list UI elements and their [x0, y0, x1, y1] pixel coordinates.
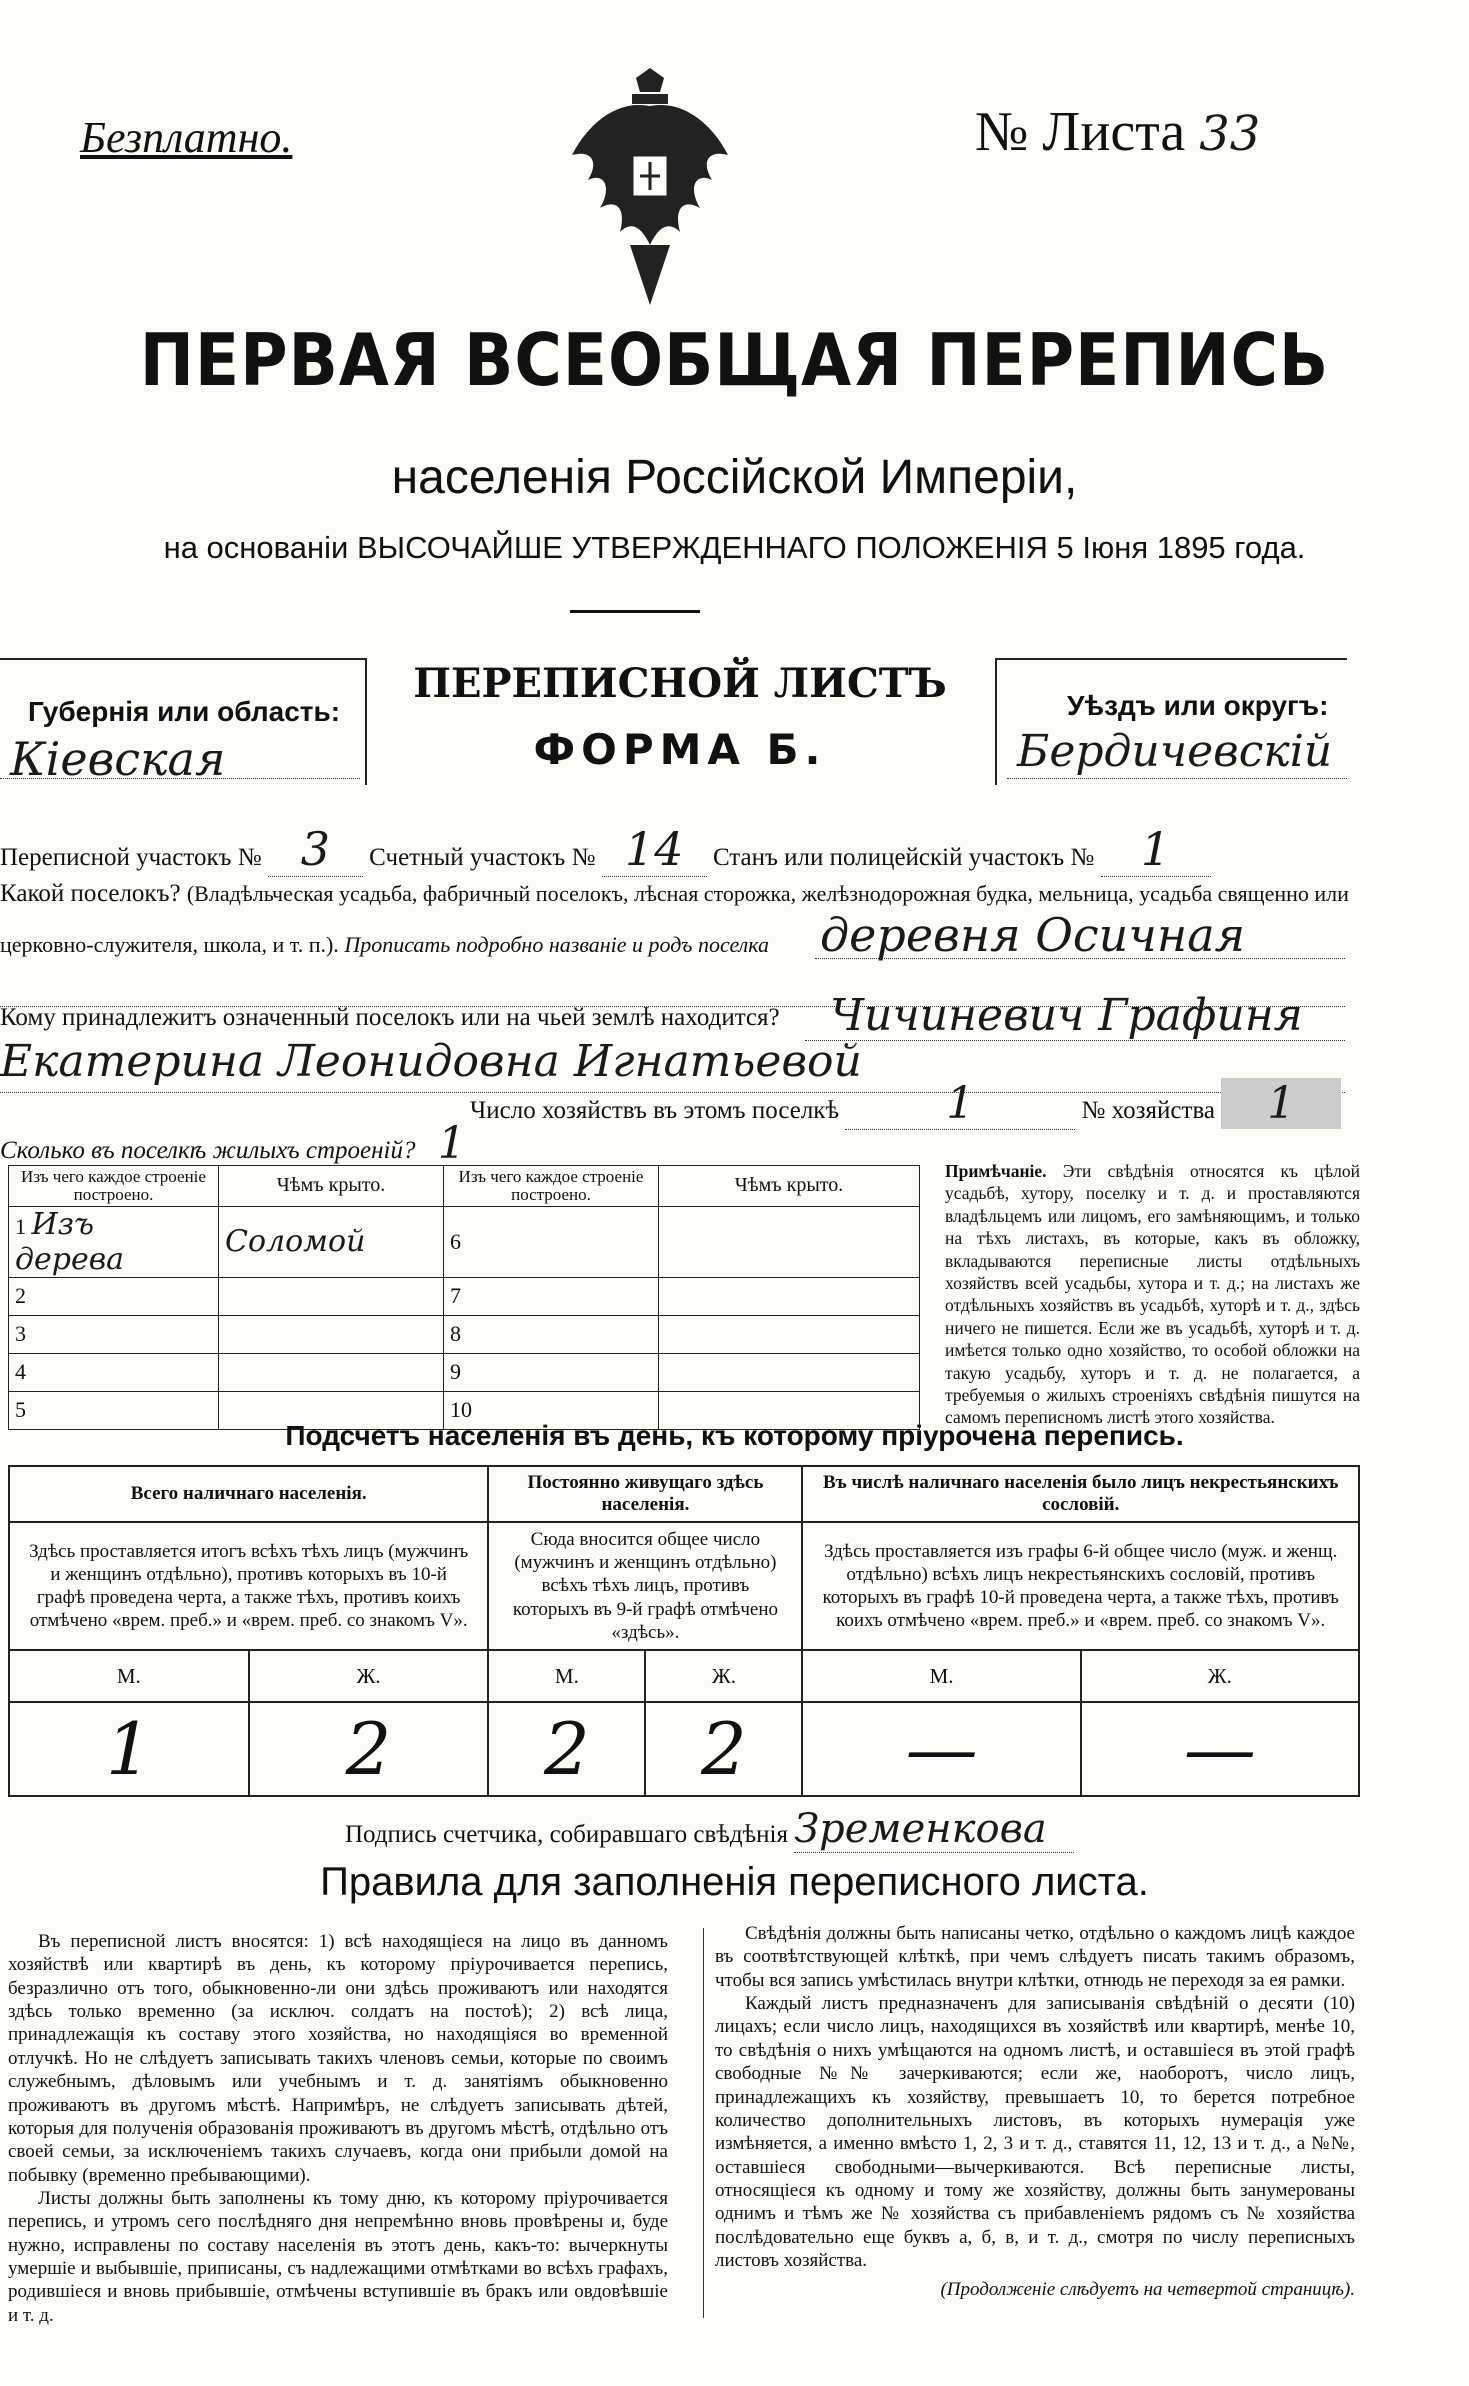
- column-divider: [703, 1928, 704, 2318]
- table-row: [9, 1277, 920, 1315]
- row-number: 2: [15, 1283, 26, 1309]
- col-total-head: Всего наличнаго населенія.: [9, 1466, 488, 1522]
- uezd-value: Бердичевскій: [1017, 726, 1333, 777]
- buildings-table: [8, 1165, 920, 1430]
- stan-value: 1: [1101, 822, 1211, 877]
- col-permanent-desc: Сюда вносится общее число (мужчинъ и женщинъ отдѣльно) всѣхъ тѣхъ лицъ, противъ которыхъ въ 9-й графѣ отмѣчено «здѣсь».: [488, 1522, 802, 1650]
- rules-right-p2: Каждый листъ предназначенъ для записыванія свѣдѣній о десяти (10) лицахъ; если число лицъ, находящихся въ хозяйствѣ или квартирѣ, менѣе 10, то свѣдѣнія о нихъ умѣщаются на одномъ листѣ, и оставшіеся въ этой графѣ свободные №№ зачеркиваются; если же, наоборотъ, число лицъ, принадлежащихъ къ хозяйству, превышаетъ 10, то берется потребное количество дополнительныхъ листовъ, въ которыхъ нумерація уже измѣняется, а именно вмѣсто 1, 2, 3 и т. д., ставятся 11, 12, 13 и т. д., а №№, оставшіеся свободными—вычеркиваются. Всѣ переписные листы, относящіеся къ одному и тому же хозяйству, должны быть занумерованы однимъ и тѣмъ же № хозяйства съ прибавленіемъ рядомъ съ № хозяйства послѣдовательно еще буквъ а, б, в, и т. д., смотря по числу переписныхъ листовъ хозяйства.: [715, 1993, 1355, 2272]
- nonpeasant-female-value: —: [1081, 1702, 1359, 1796]
- rules-left-p1: Въ переписной листъ вносятся: 1) всѣ находящіеся на лицо въ данномъ хозяйствѣ или квартирѣ въ день, къ которому пріурочивается перепись, безразлично отъ того, обыкновенно-ли они здѣсь проживаютъ или находятся здѣсь только временно (за исключ. солдатъ на постоѣ); 2) всѣ лица, принадлежащія къ составу этого хозяйства, но находящіяся во временной отлучкѣ. Но не слѣдуетъ записывать такихъ членовъ семьи, которые по своимъ служебнымъ, дѣловымъ или учебнымъ и т. д. занятіямъ обыкновенно проживаютъ въ другомъ мѣстѣ. Напримѣръ, не слѣдуетъ записывать дѣтей, которыя для полученія образованія проживаютъ въ другомъ мѣстѣ, отдѣльно отъ своей семьи, за исключеніемъ такихъ случаевъ, когда они прибыли домой на побывку (временно пребывающими).: [8, 1931, 668, 2186]
- male-label: М.: [802, 1650, 1080, 1702]
- table-row: [9, 1353, 920, 1391]
- buildings-label: Сколько въ поселкѣ жилыхъ строеній?: [0, 1137, 416, 1164]
- rules-right-column: [715, 1922, 1355, 2302]
- col-material-left: Изъ чего каждое строеніе построено.: [9, 1166, 219, 1207]
- sheet-number: [975, 100, 1260, 164]
- poselok-hint-2: церковно-служителя, школа, и т. п.).: [0, 932, 339, 957]
- uezd-box: [995, 658, 1347, 785]
- total-female-value: 2: [249, 1702, 489, 1796]
- schetny-label: Счетный участокъ №: [369, 844, 596, 871]
- uezd-label: Уѣздъ или округъ:: [1067, 690, 1329, 721]
- households-label: Число хозяйствъ въ этомъ поселкѣ: [470, 1097, 840, 1124]
- sheet-value: 33: [1199, 106, 1261, 162]
- col-total-desc: Здѣсь проставляется итогъ всѣхъ тѣхъ лицъ (мужчинъ и женщинъ отдѣльно), противъ которыхъ въ 10-й графѣ проведена черта, а также тѣхъ, противъ коихъ отмѣчено «врем. преб.» и «врем. преб. со знакомъ V».: [9, 1522, 488, 1650]
- perepisnoy-value: 3: [268, 822, 363, 877]
- owner-value-2: Екатерина Леонидовна Игнатьевой: [0, 1036, 862, 1087]
- note-heading: Примѣчаніе.: [945, 1161, 1047, 1181]
- perepisnoy-label: Переписной участокъ №: [0, 844, 262, 871]
- imperial-eagle-emblem: [560, 60, 740, 320]
- buildings-line: [0, 1118, 482, 1169]
- census-decree-line: на основаніи ВЫСОЧАЙШЕ УТВЕРЖДЕННАГО ПОЛОЖЕНІЯ 5 Іюня 1895 года.: [163, 530, 1306, 565]
- row-number: 8: [450, 1321, 461, 1347]
- household-no-label: № хозяйства: [1081, 1097, 1216, 1124]
- roof-cell: [659, 1206, 920, 1277]
- row-number: 6: [450, 1228, 461, 1254]
- table-row: [9, 1206, 920, 1277]
- note-text: Эти свѣдѣнія относятся къ цѣлой усадьбѣ, хутору, поселку и т. д. и проставляются владѣльцемъ или лицомъ, его замѣняющимъ, и только на тѣхъ листахъ, въ которые, какъ въ обложку, вкладываются переписные листы отдѣльныхъ хозяйствъ всей усадьбы, хутора и т. д.; на листахъ же отдѣльныхъ хозяйствъ въ усадьбѣ, хуторѣ и т. д., здѣсь ничего не пишется. Если же въ усадьбѣ, хуторѣ и т. д. имѣется только одно хозяйство, то особой обложки на такую усадьбу, хуторъ и т. д. не полагается, а требуемыя о жилыхъ строеніяхъ свѣдѣнія пишутся на самомъ переписномъ листѣ этого хозяйства.: [945, 1161, 1360, 1428]
- owner-value-1: Чичиневич Графиня: [830, 990, 1303, 1041]
- male-label: М.: [488, 1650, 645, 1702]
- buildings-value: 1: [437, 1118, 466, 1169]
- row-number: 1: [15, 1213, 26, 1239]
- households-line: [470, 1078, 1341, 1130]
- permanent-male-value: 2: [488, 1702, 645, 1796]
- rules-left-column: [8, 1930, 668, 2327]
- signature-line: [345, 1806, 1074, 1853]
- poselok-line: [0, 880, 1349, 908]
- poselok-value: деревня Осичная: [820, 908, 1246, 962]
- rules-left-p2: Листы должны быть заполнены къ тому дню, къ которому пріурочивается перепись, и утромъ сего послѣдняго дня непремѣнно вновь провѣрены и, буде нужно, исправлены по составу населенія въ этотъ день, какъ-то: вычеркнуты умершіе и выбывшіе, приписаны, съ надлежащими отмѣтками во всѣхъ графахъ, родившіеся и вновь прибывшіе, отмѣчены вступившіе въ бракъ или овдовѣвшіе и т. д.: [8, 2187, 668, 2326]
- poselok-hint: (Владѣльческая усадьба, фабричный поселокъ, лѣсная сторожка, желѣзнодорожная будка, мельница, усадьба священно или: [186, 881, 1349, 906]
- row-number: 3: [15, 1321, 26, 1347]
- row-number: 4: [15, 1359, 26, 1385]
- form-title: ПЕРЕПИСНОЙ ЛИСТЪ: [413, 660, 947, 707]
- poselok-line-2: [0, 932, 769, 958]
- count-title: Подсчетъ населенія въ день, къ которому пріурочена перепись.: [285, 1420, 1184, 1451]
- male-label: М.: [9, 1650, 249, 1702]
- total-male-value: 1: [9, 1702, 249, 1796]
- col-nonpeasant-head: Въ числѣ наличнаго населенія было лицъ некрестьянскихъ сословій.: [802, 1466, 1359, 1522]
- poselok-hint-3: Прописать подробно названіе и родъ поселка: [344, 932, 770, 957]
- note-block: [945, 1160, 1360, 1429]
- roof-cell: Соломой: [219, 1206, 444, 1277]
- owner-label: Кому принадлежитъ означенный поселокъ или на чьей землѣ находится?: [0, 1004, 780, 1031]
- gubernia-label: Губернія или область:: [28, 696, 341, 727]
- col-roof-right: Чѣмъ крыто.: [659, 1166, 920, 1207]
- rules-title: Правила для заполненія переписного листа.: [320, 1860, 1149, 1904]
- col-nonpeasant-desc: Здѣсь проставляется изъ графы 6-й общее число (муж. и женщ. отдѣльно) всѣхъ лицъ некрестьянскихъ сословій, противъ которыхъ въ графѣ 10-й проведена черта, а также тѣхъ, противъ коихъ отмѣчено «врем. преб.» и «врем. преб. со знакомъ V».: [802, 1522, 1359, 1650]
- stan-label: Станъ или полицейскій участокъ №: [712, 844, 1095, 871]
- rules-continued: (Продолженіе слѣдуетъ на четвертой страницѣ).: [940, 2279, 1355, 2301]
- female-label: Ж.: [1081, 1650, 1359, 1702]
- signature-label: Подпись счетчика, собиравшаго свѣдѣнія: [345, 1821, 788, 1848]
- col-roof-left: Чѣмъ крыто.: [219, 1166, 444, 1207]
- permanent-female-value: 2: [645, 1702, 802, 1796]
- gubernia-box: [0, 658, 367, 785]
- gubernia-value: Кіевская: [10, 732, 226, 786]
- col-permanent-head: Постоянно живущаго здѣсь населенія.: [488, 1466, 802, 1522]
- material-cell: Изъ дерева: [15, 1206, 125, 1277]
- rules-right-p1: Свѣдѣнія должны быть написаны четко, отдѣльно о каждомъ лицѣ каждое въ соотвѣтствующей клѣткѣ, при чемъ слѣдуетъ писать такимъ образомъ, чтобы вся запись умѣстилась внутри клѣтки, отнюдь не переходя за ея рамки.: [715, 1923, 1355, 1991]
- row-number: 10: [450, 1397, 472, 1423]
- census-subtitle: населенія Россійской Имперіи,: [391, 451, 1078, 504]
- census-title: ПЕРВАЯ ВСЕОБЩАЯ ПЕРЕПИСЬ: [139, 318, 1330, 402]
- sheet-label: № Листа: [975, 101, 1186, 163]
- district-line: [0, 822, 1211, 877]
- schetny-value: 14: [602, 822, 707, 877]
- households-value: 1: [845, 1078, 1075, 1130]
- household-no-value: 1: [1221, 1078, 1341, 1129]
- row-number: 5: [15, 1397, 26, 1423]
- female-label: Ж.: [249, 1650, 489, 1702]
- poselok-label: Какой поселокъ?: [0, 880, 181, 907]
- free-label: Безплатно.: [80, 113, 293, 162]
- table-row: [9, 1315, 920, 1353]
- row-number: 7: [450, 1283, 461, 1309]
- col-material-right: Изъ чего каждое строеніе построено.: [444, 1166, 659, 1207]
- divider-rule: [570, 610, 700, 613]
- form-label: ФОРМА Б.: [533, 725, 827, 774]
- female-label: Ж.: [645, 1650, 802, 1702]
- signature-value: Зременкова: [794, 1806, 1074, 1853]
- nonpeasant-male-value: —: [802, 1702, 1080, 1796]
- row-number: 9: [450, 1359, 461, 1385]
- population-count-table: [8, 1465, 1360, 1797]
